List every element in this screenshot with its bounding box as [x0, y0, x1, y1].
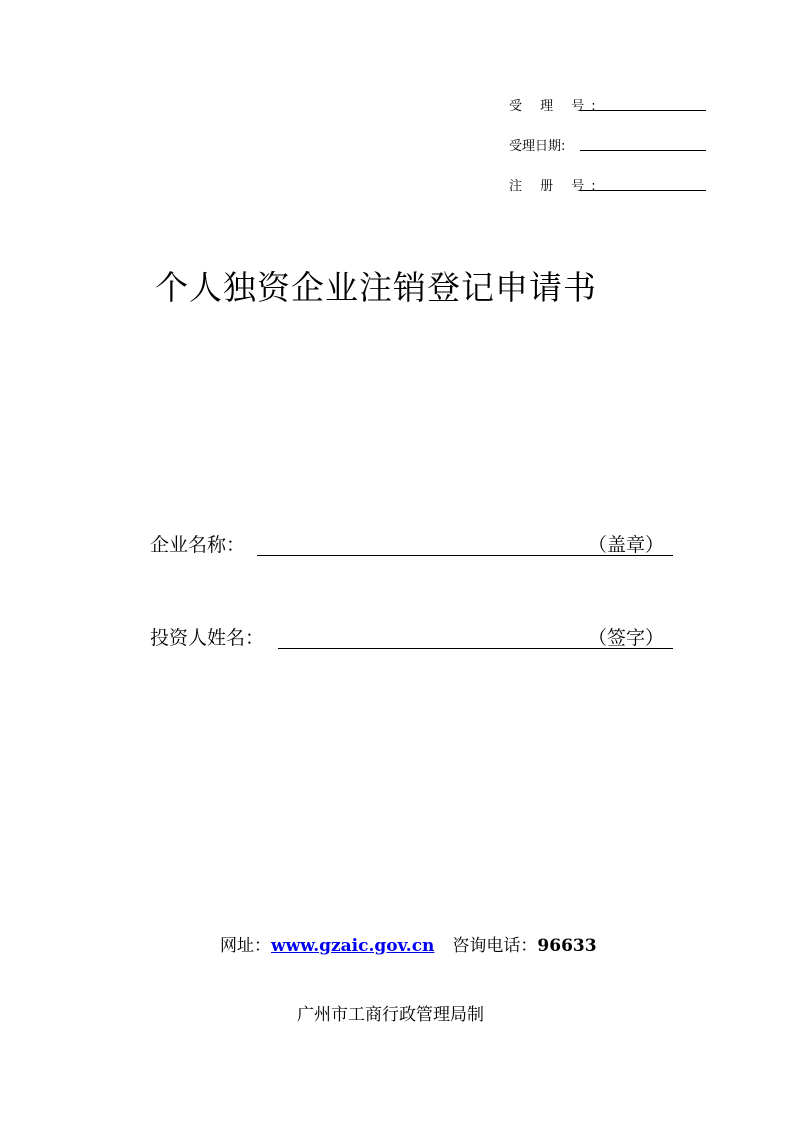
hotline-label: 咨询电话：	[452, 936, 538, 956]
acceptance-date-blank[interactable]	[580, 150, 706, 151]
registration-number-row	[509, 173, 709, 195]
acceptance-number-row	[509, 93, 709, 115]
contact-line	[220, 931, 597, 956]
acceptance-number-label: 受 理 号:	[509, 99, 603, 114]
investor-name-field	[150, 623, 675, 651]
issuer-note: 广州市工商行政管理局制	[297, 1005, 484, 1025]
website-link[interactable]: www.gzaic.gov.cn	[271, 936, 435, 956]
registration-number-label: 注 册 号:	[509, 179, 603, 194]
signature-note: （签字）	[588, 627, 665, 649]
acceptance-date-row	[509, 133, 709, 155]
registration-number-blank[interactable]	[580, 190, 706, 191]
document-title: 个人独资企业注销登记申请书	[155, 268, 597, 307]
acceptance-number-blank[interactable]	[580, 110, 706, 111]
acceptance-date-label: 受理日期:	[509, 139, 566, 154]
seal-note: （盖章）	[588, 534, 665, 556]
hotline-number: 96633	[537, 936, 597, 956]
investor-name-label: 投资人姓名：	[150, 627, 265, 649]
website-label: 网址：	[220, 936, 271, 956]
company-name-label: 企业名称：	[150, 534, 246, 556]
company-name-field	[150, 530, 675, 558]
